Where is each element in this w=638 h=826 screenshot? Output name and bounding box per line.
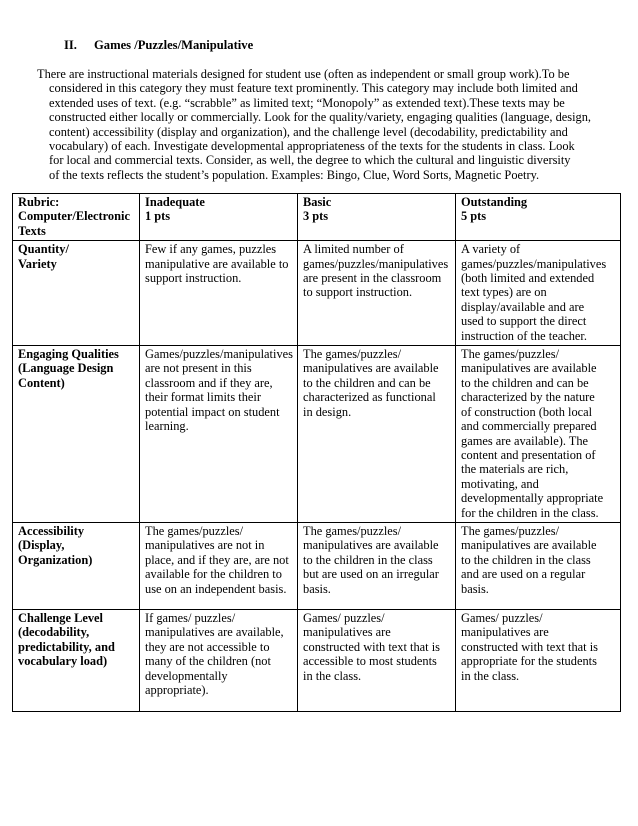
cell-line: The games/puzzles/ bbox=[461, 523, 560, 538]
cell-line: If games/ puzzles/ bbox=[145, 610, 236, 625]
cell-line: to the children and can be bbox=[303, 375, 431, 390]
cell-line: A variety of bbox=[461, 242, 521, 257]
intro-line: content) accessibility (display and organization), and the challenge level (decodability, predictability and bbox=[49, 124, 568, 139]
cell-line: constructed with text that is bbox=[461, 639, 598, 654]
cell-line: A limited number of bbox=[303, 242, 404, 257]
rubric-row-engaging-qualities bbox=[13, 346, 621, 523]
cell-line: Quantity/ bbox=[18, 242, 69, 257]
cell-line: manipulatives are available, bbox=[145, 625, 284, 640]
cell-line: in design. bbox=[303, 404, 352, 419]
cell-line: manipulatives are bbox=[461, 625, 549, 640]
cell-line: games are available). The bbox=[461, 433, 589, 448]
header-cell-outstanding bbox=[456, 194, 621, 241]
cell-line: manipulatives are not in bbox=[145, 538, 265, 553]
cell-line: but are used on an irregular bbox=[303, 567, 439, 582]
cell-line: Content) bbox=[18, 375, 65, 390]
cell-line: The games/puzzles/ bbox=[303, 523, 402, 538]
cell-line: they are not accessible to bbox=[145, 639, 270, 654]
cell-line: developmentally appropriate bbox=[461, 491, 604, 506]
cell-line: place, and if they are, are not bbox=[145, 552, 289, 567]
cell-line: Accessibility bbox=[18, 523, 85, 538]
cell-line: Basic bbox=[303, 195, 332, 209]
cell-line: (decodability, bbox=[18, 625, 90, 640]
cell-line: Challenge Level bbox=[18, 610, 104, 625]
cell-line: learning. bbox=[145, 419, 189, 434]
cell-line: games/puzzles/manipulatives bbox=[303, 256, 449, 271]
cell-line: manipulatives are available bbox=[461, 361, 597, 376]
cell-line: 5 pts bbox=[461, 209, 487, 224]
cell-line: text types) are on bbox=[461, 285, 547, 300]
cell-line: are not present in this bbox=[145, 361, 252, 376]
cell-line: 1 pts bbox=[145, 209, 171, 224]
intro-line: considered in this category they must feature text prominently. This category may include both limited and bbox=[49, 81, 578, 96]
criterion-cell bbox=[13, 522, 140, 609]
cell-line: Engaging Qualities bbox=[18, 347, 119, 362]
cell-line: Computer/Electronic bbox=[18, 209, 130, 224]
header-cell-basic bbox=[298, 194, 456, 241]
cell-line: (Language Design bbox=[18, 361, 114, 376]
inadequate-cell bbox=[140, 346, 298, 523]
basic-cell bbox=[298, 241, 456, 346]
cell-line: manipulatives are available bbox=[303, 361, 439, 376]
criterion-cell bbox=[13, 241, 140, 346]
cell-line: Rubric: bbox=[18, 195, 60, 209]
inadequate-cell bbox=[140, 241, 298, 346]
intro-line: vocabulary) of each. Investigate developmental appropriateness of the texts for the students in class. Look bbox=[49, 139, 575, 154]
inadequate-cell bbox=[140, 609, 298, 711]
header-cell-inadequate bbox=[140, 194, 298, 241]
cell-line: Organization) bbox=[18, 552, 93, 567]
cell-line: (Display, bbox=[18, 538, 65, 553]
cell-line: basis. bbox=[461, 581, 489, 596]
cell-line: games/puzzles/manipulatives bbox=[461, 256, 607, 271]
cell-line: Outstanding bbox=[461, 195, 528, 209]
header-cell-rubric bbox=[13, 194, 140, 241]
cell-line: constructed with text that is bbox=[303, 639, 440, 654]
cell-line: 3 pts bbox=[303, 209, 329, 224]
cell-line: content and presentation of bbox=[461, 447, 596, 462]
cell-line: to the children and can be bbox=[461, 375, 589, 390]
cell-line: to support instruction. bbox=[303, 285, 413, 300]
cell-line: of construction (both local bbox=[461, 404, 593, 419]
intro-line: for local and commercial texts. Consider, as well, the degree to which the cultural and linguistic diversity bbox=[49, 153, 571, 168]
cell-line: support instruction. bbox=[145, 271, 242, 286]
basic-cell bbox=[298, 609, 456, 711]
cell-line: used to support the direct bbox=[461, 314, 587, 329]
cell-line: potential impact on student bbox=[145, 404, 280, 419]
rubric-header-row bbox=[13, 194, 621, 241]
cell-line: basis. bbox=[303, 581, 331, 596]
intro-line: of the texts reflects the student’s population. Examples: Bingo, Clue, Word Sorts, Magnetic Poetry. bbox=[49, 167, 540, 182]
outstanding-cell bbox=[456, 346, 621, 523]
cell-line: Games/puzzles/manipulatives bbox=[145, 347, 293, 362]
cell-line: developmentally bbox=[145, 668, 228, 683]
cell-line: display/available and are bbox=[461, 299, 585, 314]
cell-line: manipulatives are bbox=[303, 625, 391, 640]
section-heading bbox=[64, 38, 253, 53]
intro-line: constructed either locally or commercially. Look for the quality/variety, engaging qualities (language, design, bbox=[49, 110, 592, 125]
cell-line: available for the children to bbox=[145, 567, 282, 582]
inadequate-cell bbox=[140, 522, 298, 609]
cell-line: in the class. bbox=[303, 668, 362, 683]
cell-line: appropriate for the students bbox=[461, 654, 597, 669]
cell-line: their format limits their bbox=[145, 390, 261, 405]
criterion-cell bbox=[13, 346, 140, 523]
cell-line: The games/puzzles/ bbox=[145, 523, 244, 538]
cell-line: Games/ puzzles/ bbox=[461, 610, 543, 625]
cell-line: classroom and if they are, bbox=[145, 375, 273, 390]
rubric-table bbox=[12, 193, 621, 712]
cell-line: the materials are rich, bbox=[461, 462, 569, 477]
cell-line: Variety bbox=[18, 256, 57, 271]
cell-line: predictability, and bbox=[18, 639, 115, 654]
cell-line: vocabulary load) bbox=[18, 654, 108, 669]
cell-line: characterized by the nature bbox=[461, 390, 595, 405]
cell-line: for the children in the class. bbox=[461, 505, 599, 520]
cell-line: Games/ puzzles/ bbox=[303, 610, 385, 625]
rubric-row-challenge-level bbox=[13, 609, 621, 711]
cell-line: many of the children (not bbox=[145, 654, 271, 669]
intro-line: extended uses of text. (e.g. “scrabble” as limited text; “Monopoly” as extended text).These texts may be bbox=[49, 95, 565, 110]
section-number: II. bbox=[64, 38, 77, 52]
cell-line: (both limited and extended bbox=[461, 271, 595, 286]
basic-cell bbox=[298, 522, 456, 609]
cell-line: to the children in the class bbox=[303, 552, 433, 567]
cell-line: instruction of the teacher. bbox=[461, 328, 587, 343]
cell-line: and commercially prepared bbox=[461, 419, 597, 434]
cell-line: The games/puzzles/ bbox=[303, 347, 402, 362]
cell-line: use on an independent basis. bbox=[145, 581, 287, 596]
cell-line: characterized as functional bbox=[303, 390, 436, 405]
criterion-cell bbox=[13, 609, 140, 711]
cell-line: Inadequate bbox=[145, 195, 205, 209]
section-title: Games /Puzzles/Manipulative bbox=[94, 38, 254, 52]
outstanding-cell bbox=[456, 609, 621, 711]
cell-line: in the class. bbox=[461, 668, 520, 683]
cell-line: and are used on a regular bbox=[461, 567, 586, 582]
intro-paragraph bbox=[37, 67, 607, 182]
rubric-row-accessibility bbox=[13, 522, 621, 609]
cell-line: motivating, and bbox=[461, 476, 539, 491]
cell-line: manipulatives are available bbox=[303, 538, 439, 553]
basic-cell bbox=[298, 346, 456, 523]
cell-line: Few if any games, puzzles bbox=[145, 242, 277, 257]
cell-line: The games/puzzles/ bbox=[461, 347, 560, 362]
cell-line: appropriate). bbox=[145, 682, 209, 697]
cell-line: to the children in the class bbox=[461, 552, 591, 567]
outstanding-cell bbox=[456, 522, 621, 609]
cell-line: manipulative are available to bbox=[145, 256, 289, 271]
intro-line: There are instructional materials designed for student use (often as independent or small group work).To be bbox=[37, 67, 570, 81]
cell-line: manipulatives are available bbox=[461, 538, 597, 553]
cell-line: are present in the classroom bbox=[303, 271, 442, 286]
rubric-row-quantity-variety bbox=[13, 241, 621, 346]
cell-line: accessible to most students bbox=[303, 654, 437, 669]
cell-line: Texts bbox=[18, 223, 46, 238]
outstanding-cell bbox=[456, 241, 621, 346]
